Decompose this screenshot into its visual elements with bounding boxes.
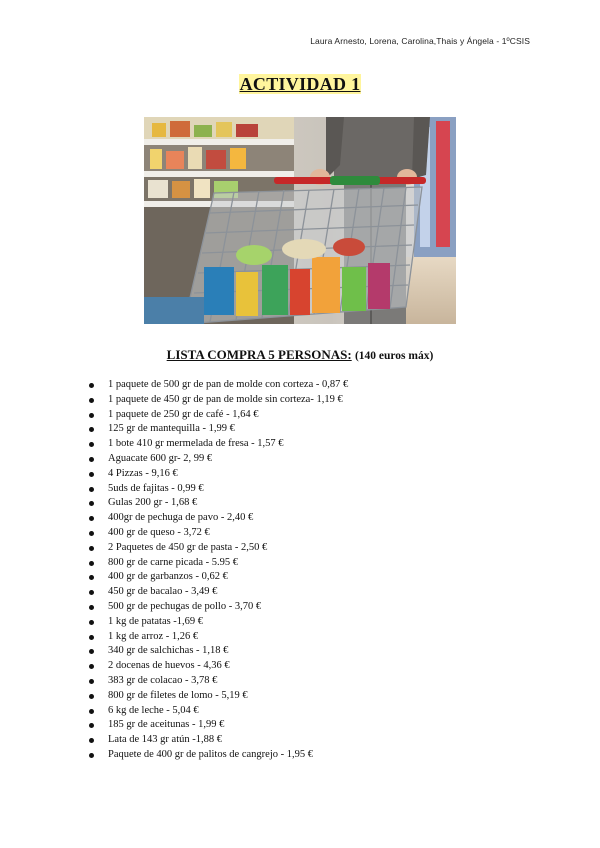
- list-item: [108, 393, 348, 408]
- bullet-icon: [89, 427, 94, 432]
- bullet-icon: [89, 679, 94, 684]
- list-item: [108, 689, 348, 704]
- bullet-icon: [89, 561, 94, 566]
- bullet-icon: [89, 501, 94, 506]
- list-item-text: Gulas 200 gr - 1,68 €: [108, 497, 198, 509]
- header-authors: Laura Arnesto, Lorena, Carolina,Thais y Ángela - 1ºCSIS: [310, 36, 530, 46]
- bullet-icon: [89, 413, 94, 418]
- list-item: [108, 526, 348, 541]
- list-item-text: 500 gr de pechugas de pollo - 3,70 €: [108, 600, 262, 612]
- list-item: [108, 615, 348, 630]
- list-item: [108, 718, 348, 733]
- list-item: [108, 467, 348, 482]
- list-item: [108, 408, 348, 423]
- list-item-text: 400gr de pechuga de pavo - 2,40 €: [108, 512, 254, 524]
- list-item: [108, 733, 348, 748]
- supermarket-cart-photo: [144, 117, 456, 324]
- list-item: [108, 422, 348, 437]
- list-item-text: 800 gr de filetes de lomo - 5,19 €: [108, 689, 248, 701]
- list-item-text: 1 bote 410 gr mermelada de fresa - 1,57 €: [108, 438, 284, 450]
- list-item-text: 2 docenas de huevos - 4,36 €: [108, 660, 230, 672]
- bullet-icon: [89, 575, 94, 580]
- list-item: [108, 704, 348, 719]
- list-item-text: Lata de 143 gr atún -1,88 €: [108, 734, 223, 746]
- list-item-text: Paquete de 400 gr de palitos de cangrejo - 1,95 €: [108, 748, 313, 760]
- list-item-text: 185 gr de aceitunas - 1,99 €: [108, 719, 225, 731]
- list-item-text: 1 paquete de 250 gr de café - 1,64 €: [108, 408, 259, 420]
- list-item: [108, 570, 348, 585]
- bullet-icon: [89, 398, 94, 403]
- list-item: [108, 659, 348, 674]
- shopping-cart-photo-icon: [144, 117, 456, 324]
- list-item-text: 2 Paquetes de 450 gr de pasta - 2,50 €: [108, 541, 268, 553]
- bullet-icon: [89, 442, 94, 447]
- list-item-text: 800 gr de carne picada - 5.95 €: [108, 556, 239, 568]
- list-item-text: 1 paquete de 450 gr de pan de molde sin corteza- 1,19 €: [108, 393, 343, 405]
- list-item-text: 6 kg de leche - 5,04 €: [108, 704, 199, 716]
- list-item-text: 1 paquete de 500 gr de pan de molde con corteza - 0,87 €: [108, 379, 349, 390]
- list-item: [108, 600, 348, 615]
- list-item: [108, 630, 348, 645]
- list-item: [108, 437, 348, 452]
- list-item-text: Aguacate 600 gr- 2, 99 €: [108, 452, 213, 464]
- bullet-icon: [89, 723, 94, 728]
- list-item-text: 450 gr de bacalao - 3,49 €: [108, 586, 218, 598]
- bullet-icon: [89, 753, 94, 758]
- list-item: [108, 482, 348, 497]
- bullet-icon: [89, 664, 94, 669]
- bullet-icon: [89, 546, 94, 551]
- bullet-icon: [89, 694, 94, 699]
- list-item-text: 400 gr de queso - 3,72 €: [108, 526, 210, 538]
- shopping-list-heading: [0, 347, 600, 363]
- shopping-list: [108, 378, 348, 763]
- page-title: [0, 74, 600, 95]
- list-item-text: 1 kg de arroz - 1,26 €: [108, 630, 199, 642]
- bullet-icon: [89, 531, 94, 536]
- list-item: [108, 378, 348, 393]
- list-item-text: 125 gr de mantequilla - 1,99 €: [108, 423, 235, 435]
- bullet-icon: [89, 383, 94, 388]
- list-item-text: 5uds de fajitas - 0,99 €: [108, 482, 204, 494]
- bullet-icon: [89, 620, 94, 625]
- list-item: [108, 644, 348, 659]
- list-item: [108, 511, 348, 526]
- list-item-text: 1 kg de patatas -1,69 €: [108, 615, 204, 627]
- bullet-icon: [89, 472, 94, 477]
- bullet-icon: [89, 457, 94, 462]
- list-item: [108, 748, 348, 763]
- bullet-icon: [89, 738, 94, 743]
- list-item: [108, 452, 348, 467]
- list-item: [108, 541, 348, 556]
- bullet-icon: [89, 709, 94, 714]
- budget-note: (140 euros máx): [354, 350, 434, 362]
- list-item: [108, 674, 348, 689]
- bullet-icon: [89, 487, 94, 492]
- bullet-icon: [89, 649, 94, 654]
- shopping-list-heading-main: LISTA COMPRA 5 PERSONAS:: [166, 347, 352, 362]
- list-item-text: 400 gr de garbanzos - 0,62 €: [108, 571, 228, 583]
- list-item-text: 383 gr de colacao - 3,78 €: [108, 674, 218, 686]
- page-title-text: ACTIVIDAD 1: [239, 74, 361, 94]
- bullet-icon: [89, 635, 94, 640]
- list-item-text: 4 Pizzas - 9,16 €: [108, 467, 178, 479]
- bullet-icon: [89, 516, 94, 521]
- list-item: [108, 496, 348, 511]
- bullet-icon: [89, 590, 94, 595]
- list-item: [108, 585, 348, 600]
- list-item: [108, 556, 348, 571]
- bullet-icon: [89, 605, 94, 610]
- list-item-text: 340 gr de salchichas - 1,18 €: [108, 645, 229, 657]
